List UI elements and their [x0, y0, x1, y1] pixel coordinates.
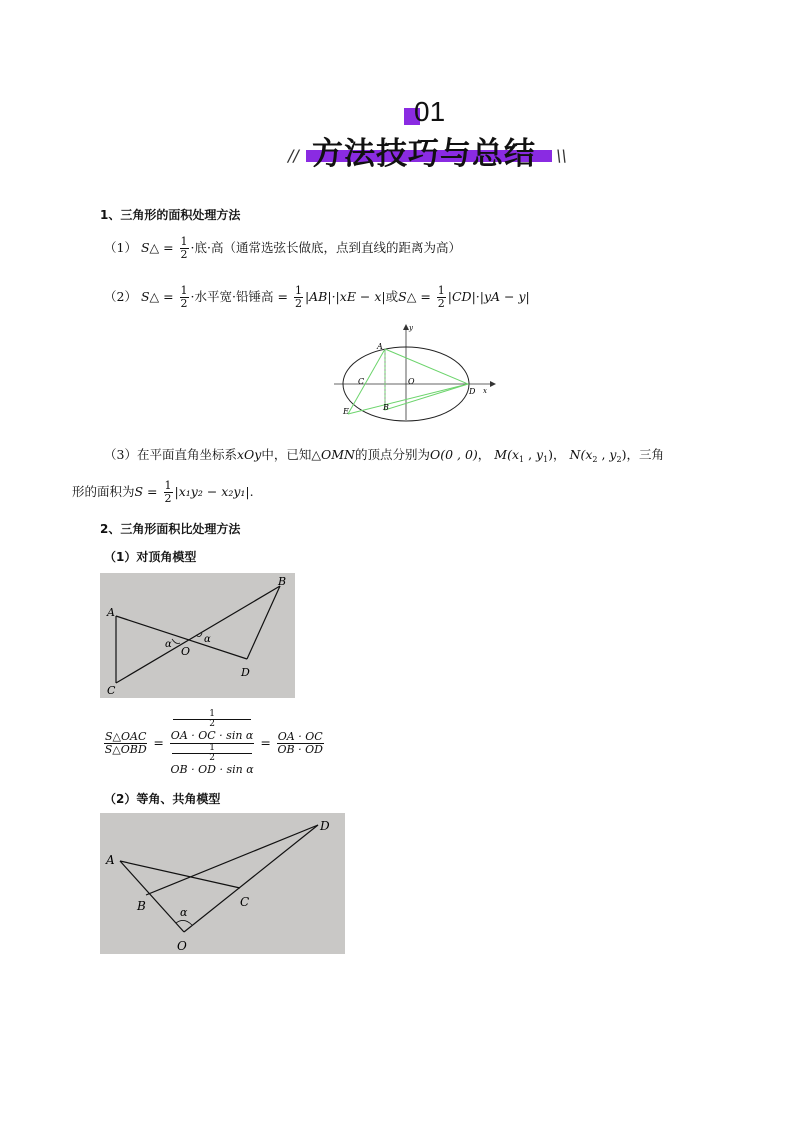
label-d: D	[241, 666, 250, 679]
line-bd	[247, 586, 280, 659]
area-ratio-formula: $\frac{\text{S△OAC}}{\text{S△OBD}}$ = 1 2 OA · OC · sin α 1 2 OB · OD · sin α = $\frac{OA \cdot OC}{OB \cdot OD}$	[104, 709, 323, 776]
angle-arc	[176, 920, 192, 925]
x-axis-arrow	[490, 381, 496, 387]
label-o: O	[408, 377, 415, 386]
label-alpha: α	[180, 906, 188, 919]
label-b: B	[383, 403, 389, 412]
page-title: 方法技巧与总结	[312, 136, 536, 172]
line-ed	[348, 384, 468, 414]
angle-arc-left	[172, 639, 180, 644]
label-o: O	[177, 939, 187, 953]
line-ae	[348, 349, 385, 414]
label-c: C	[107, 684, 116, 697]
label-o: O	[181, 645, 191, 658]
one-half: $\frac{1}{2}$	[180, 235, 188, 261]
item-1: （1） S△ = $\frac{1}{2}$ ·底·高（通常选弦长做底，点到直线的距离为高）	[104, 235, 462, 261]
vertical-angle-figure	[100, 573, 295, 698]
label-a: A	[377, 342, 383, 351]
subheading-equal-angle: （2）等角、共角模型	[104, 792, 221, 806]
section-number: 01	[414, 96, 446, 127]
label-a: A	[106, 853, 115, 867]
label-c: C	[358, 377, 365, 386]
right-decoration: \\	[556, 146, 567, 165]
ellipse-figure	[330, 322, 500, 422]
label-y: y	[409, 324, 413, 332]
triangle-abd	[385, 349, 468, 410]
label-alpha-right: α	[204, 634, 211, 645]
label-alpha-left: α	[165, 639, 172, 650]
line-od	[184, 825, 318, 932]
item-3-line-1: （3）在平面直角坐标系xOy中，已知△OMN的顶点分别为O(0 , 0)， $M(x_1$ , $y_1$)， $N(x_2$ , $y_2$)，三角	[104, 447, 664, 464]
section-1-heading: 1、三角形的面积处理方法	[100, 208, 241, 222]
label-a: A	[107, 606, 115, 619]
line-ao	[120, 861, 184, 932]
label-d: D	[320, 819, 330, 833]
common-angle-figure	[100, 813, 345, 954]
s-delta: S△	[140, 240, 160, 255]
label-d: D	[469, 387, 476, 396]
label-x: x	[483, 387, 487, 395]
line-ac	[120, 861, 240, 888]
label-e: E	[343, 407, 349, 416]
item-3-line-2: 形的面积为S = $\frac{1}{2}$ |x₁y₂ − x₂y₁|.	[72, 479, 254, 505]
line-bc	[116, 586, 280, 683]
left-decoration: //	[288, 146, 299, 165]
label-b: B	[137, 899, 146, 913]
item-2: （2） S△ = $\frac{1}{2}$ ·水平宽·铅锤高 = $\frac{1}{2}$ |AB|·|xE − x|或S△ = $\frac{1}{2}$ |CD|·|yA − y|	[104, 284, 530, 310]
label-c: C	[240, 895, 250, 909]
label-b: B	[278, 575, 287, 588]
line-bd	[146, 825, 318, 895]
section-2-heading: 2、三角形面积比处理方法	[100, 522, 241, 536]
subheading-vertical-angle: （1）对顶角模型	[104, 550, 197, 564]
